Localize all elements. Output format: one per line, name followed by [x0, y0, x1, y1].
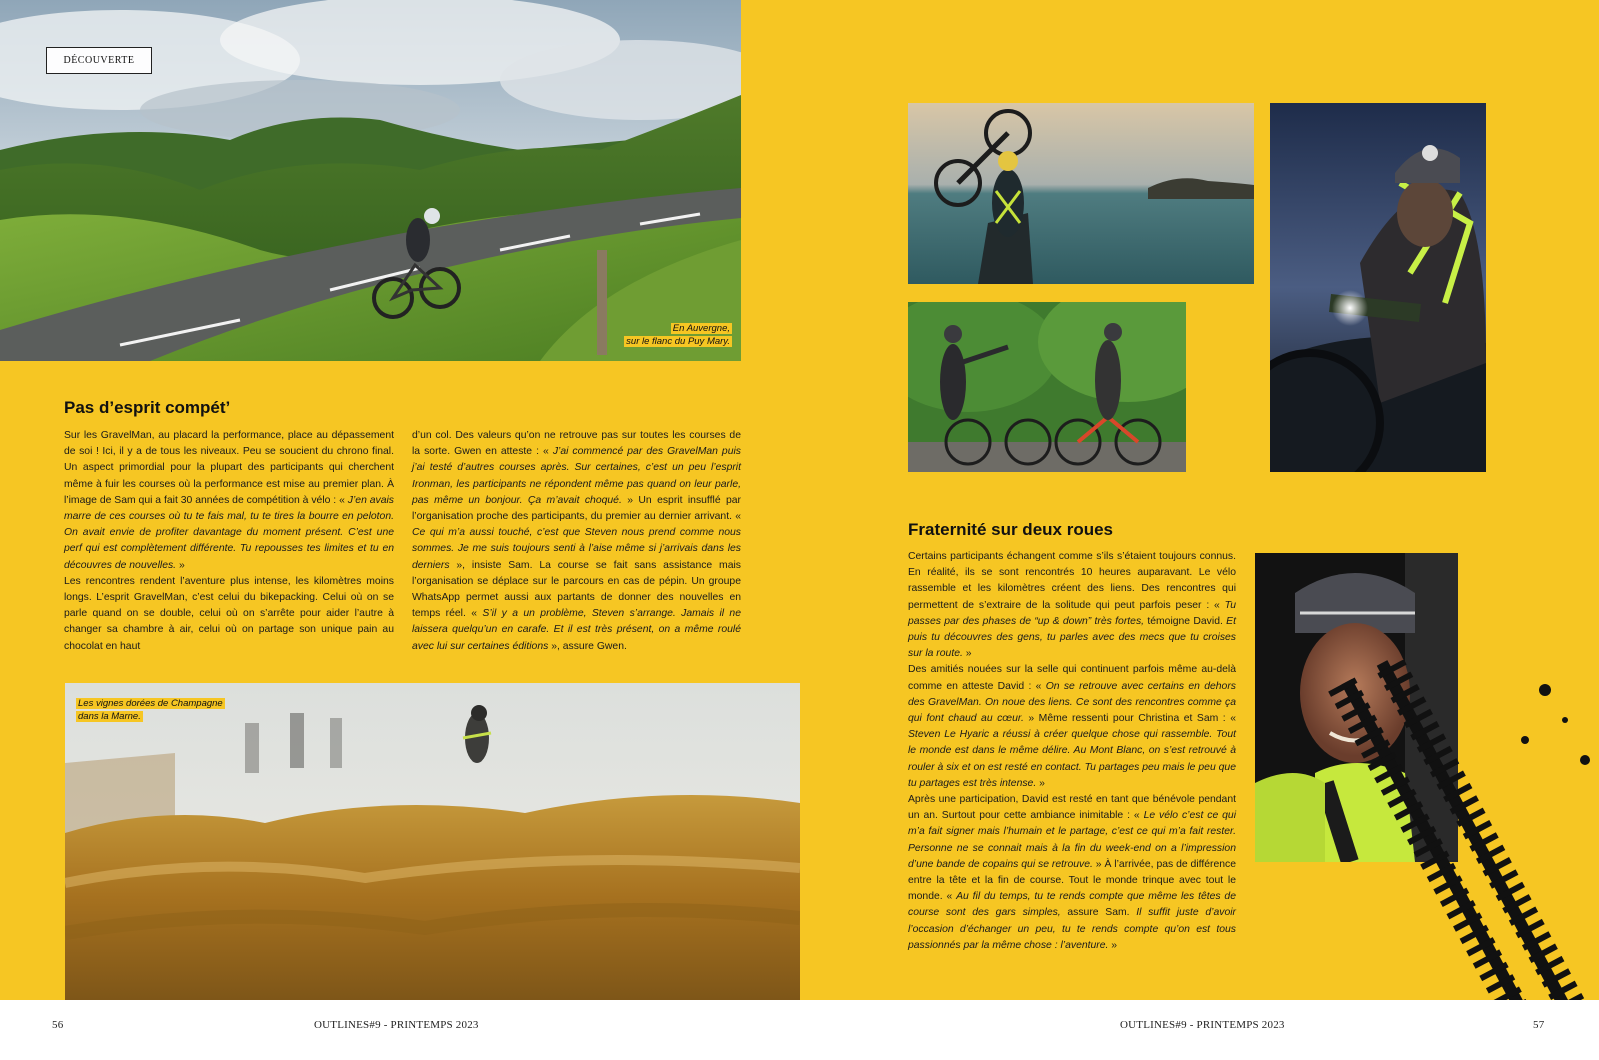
magazine-title-right: OUTLINES#9 - PRINTEMPS 2023 [1120, 1019, 1285, 1031]
caption-auvergne: En Auvergne, sur le flanc du Puy Mary. [626, 323, 730, 347]
photo-champagne-vineyard [65, 683, 800, 1000]
page-footer [0, 1000, 1599, 1060]
article-column-1: Sur les GravelMan, au placard la performance, place au dépassement de soi ! Ici, il y a de tous les niveaux. Peu se soucient du chrono final. Un aspect primordial pour la plupart des participants qui cherchent même à fuir les courses où la performance est mise au premier plan. À l’image de Sam qui a fait 30 années de compétition à vélo : « J’en avais marre de ces courses où tu te fais mal, tu te tires la bourre en peloton. On avait envie de profiter davantage du moment présent. C’est une perf qui est complètement différente. Tu repousses tes limites et tu en découvres de nouvelles. » Les rencontres rendent l’aventure plus intense, les kilomètres moins longs. L’esprit GravelMan, c’est celui du bikepacking. Celui où on se parle quand on se double, celui où on s’arrête pour aider l’autre à changer sa chambre à air, celui où on partage son unique pain au chocolat en haut [64, 430, 394, 652]
article-column-3: Certains participants échangent comme s’ils s’étaient toujours connus. En réalité, ils se sont rencontrés 10 heures auparavant. Le vélo rassemble et les kilomètres créent des liens. Des rencontres qui permettent de s’extraire de la solitude qui peut parfois peser : « Tu passes par des phases de “up & down” très fortes, témoigne David. Et puis tu découvres des gens, tu parles avec des mecs que tu croises sur la route. » Des amitiés nouées sur la selle qui continuent parfois même au-delà comme en atteste David : « On se retrouve avec certains en dehors des GravelMan. On noue des liens. Ce sont des rencontres comme ça qui font chaud au cœur. » Même ressenti pour Christina et Sam : « Steven Le Hyaric a réussi à créer quelque chose qui rassemble. Tout le monde est dans le même délire. Au Mont Blanc, on s’est retrouvé à rouler à six et on est resté en contact. Tu partages peu mais le peu que tu partages est très intense. » Après une participation, David est resté en tant que bénévole pendant un an. Surtout pour cette ambiance inimitable : « Le vélo c’est ce qui m’a fait signer mais l’humain et le partage, c’est ce qui m’a fait rester. Personne ne se connait mais à la fin du week-end on a l’impression d’une bande de copains qui se retrouve. » À l’arrivée, pas de différence entre la tête et la fin de course. Tout le monde trinque avec tout le monde. « Au fil du temps, tu te rends compte que même les têtes de course sont des gars simples, assure Sam. Il suffit juste d’avoir l’occasion d’échanger un peu, tu te rends compte qu’on est tous passionnés par la même chose : l’aventure. » [908, 551, 1236, 951]
section-tag: DÉCOUVERTE [46, 47, 152, 74]
photo-riders-stretching [908, 302, 1186, 472]
magazine-title-left: OUTLINES#9 - PRINTEMPS 2023 [314, 1019, 479, 1031]
article-column-2: d’un col. Des valeurs qu’on ne retrouve pas sur toutes les courses de la sorte. Gwen en atteste : « J’ai commencé par des GravelMan puis j’ai testé d’autres courses après. Sur certaines, c’est un peu l’esprit Ironman, les participants ne répondent même pas quand on leur parle, pas même un bonjour. Ça m’avait choqué. » Un esprit insufflé par l’organisation proche des participants, du premier au dernier arrivant. « Ce qui m’a aussi touché, c’est que Steven nous prend comme nous sommes. Je me suis toujours senti à l’aise même si j’arrivais dans les derniers », insiste Sam. La course se fait sans assistance mais l’organisation se déplace sur le parcours en cas de pépin. Un groupe WhatsApp permet aussi aux partants de donner des nouvelles en temps réel. « S’il y a un problème, Steven s’arrange. Jamais il ne laissera quelqu’un en carafe. Et il est très présent, on a même roulé avec lui sur certaines éditions », assure Gwen. [412, 430, 741, 652]
article-heading-compet: Pas d’esprit compét’ [64, 398, 231, 417]
caption-champagne: Les vignes dorées de Champagne dans la Marne. [78, 698, 223, 722]
photo-night-rider-headlamp [1270, 103, 1486, 472]
photo-cyclist-carrying-bike-sea [908, 103, 1254, 284]
page-number-left: 56 [52, 1019, 64, 1031]
page-number-right: 57 [1533, 1019, 1545, 1031]
article-heading-fraternite: Fraternité sur deux roues [908, 520, 1114, 539]
